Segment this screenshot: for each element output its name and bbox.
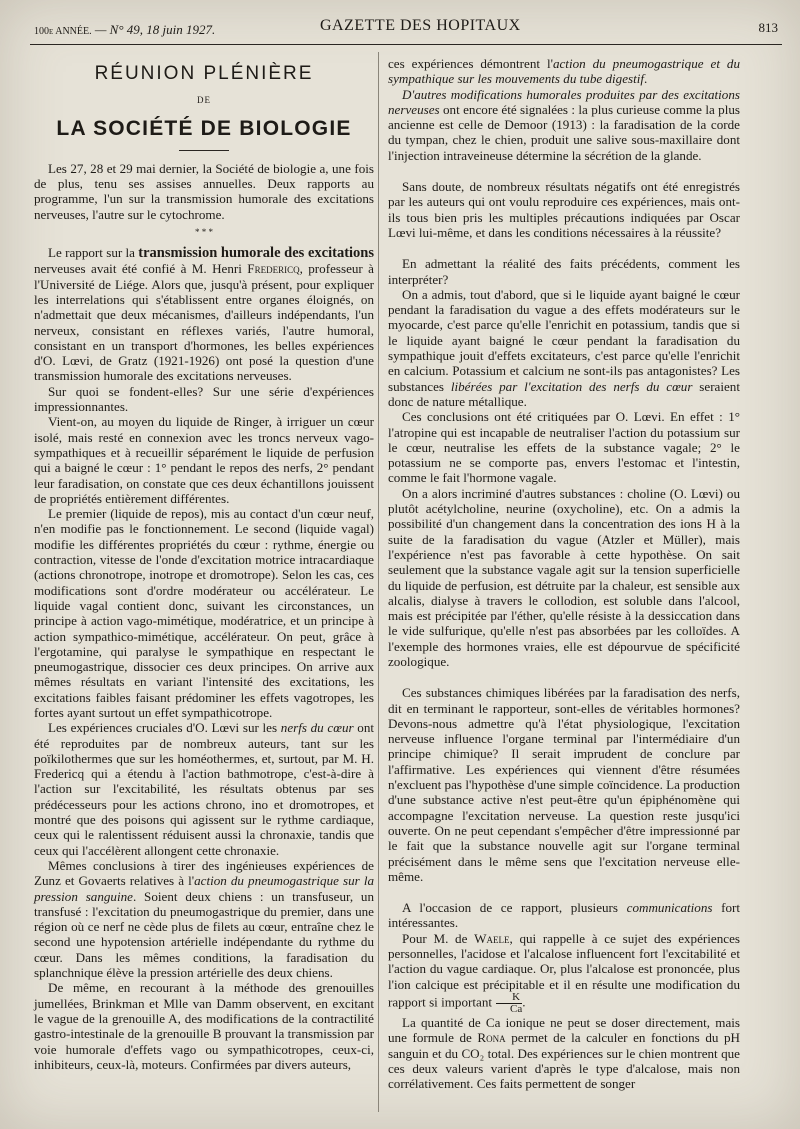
- italic-run: nerfs du cœur: [280, 720, 354, 736]
- title-rule: [179, 150, 229, 151]
- article-title-line1: RÉUNION PLÉNIÈRE: [94, 63, 314, 84]
- article-title-line3: LA SOCIÉTÉ DE BIOLOGIE: [56, 116, 352, 140]
- page-number: 813: [758, 20, 778, 35]
- ratio-fraction: [496, 992, 522, 1015]
- paragraph: On a alors incriminé d'autres substances : choline (O. Lœvi) ou plutôt acétylcholine, neurine (oxycholine), etc. On a admis la possibilité d'un changement dans la concentration des ions H à la suite de la faradisation du vague (Atzler et Müller), mais l'expérience n'est pas favorable à cette hypothèse. On sait seulement que la substance vagale agit sur la tension superficielle du liquide de perfusion, est détruite par la chaleur, est sensible aux alcalis, dialyse à travers le collodion, est soluble dans l'alcool, mais est précipitée par l'éther, qu'elle résiste à la dessiccation dans le vide sulfurique, qu'elle n'est pas absorbées par les colloïdes. A l'exemple des hormones vraies, elle est dépourvue de spécificité zoologique.: [388, 485, 740, 669]
- author-name: Rona: [477, 1030, 506, 1046]
- text-run: nerveuses avait été confié à M. Henri: [34, 261, 248, 277]
- italic-run: communications: [626, 900, 713, 916]
- article-title-line2: DE: [197, 95, 211, 106]
- journal-name: GAZETTE DES HOPITAUX: [320, 17, 521, 34]
- paragraph: Ces substances chimiques libérées par la faradisation des nerfs, dit en terminant le rapporteur, sont-elles de véritables hormones? Devons-nous admettre qu'à l'état physiologique, l'excitation nerveuse influence l'organe terminal par l'intermédiaire d'un principe chimique? Il serait imprudent de conclure par l'affirmative. Les expériences qui viennent d'être résumées n'excluent pas l'hypothèse d'une simple coïncidence. La production d'une substance active n'est peut-être qu'un épiphénomène qui accompagne l'excitation nerveuse. La question reste jusqu'ici ouverte. On ne peut cependant s'empêcher d'être impressionné par le fait que la substance nouvelle agit sur l'organe terminal précisément dans le même sens que l'excitation nerveuse elle-même.: [388, 685, 740, 884]
- paragraph: [388, 87, 740, 163]
- text-run: seraient donc de nature métallique.: [388, 378, 740, 409]
- paragraph: Sur quoi se fondent-elles? Sur une série d'expériences impressionnantes.: [34, 383, 374, 415]
- issue-info: [34, 22, 215, 39]
- paragraph: En admettant la réalité des faits précédents, comment les interpréter?: [388, 256, 740, 287]
- text-run: Les expériences cruciales d'O. Lœvi sur les: [48, 720, 281, 736]
- author-name: Fredericq: [247, 261, 300, 277]
- paragraph: [388, 287, 740, 409]
- author-name: Waele: [474, 930, 510, 946]
- left-column: [34, 56, 374, 1072]
- paragraph: Ces conclusions ont été critiquées par O. Lœvi. En effet : 1° l'atropine qui est incapable de neutraliser l'action du potassium sur le cœur, neutralise les effets de la substance vagale; 2° le potassium ne se comporte pas, envers l'estomac et l'intestin, comme le fait l'hormone vagale.: [388, 409, 740, 486]
- text-run: Le rapport sur la: [48, 245, 139, 261]
- text-run: On a admis, tout d'abord, que si le liquide ayant baigné le cœur pendant la faradisation du vague a des effets modérateurs sur le myocarde, c'est parce qu'elle l'enrichit en potassium, tandis que si le liquide ayant baigné le cœur pendant la faradisation du sympathique jouit d'effets excitateurs, c'est parce qu'elle l'enrichit en calcium. Potassium et calcium ne sont-ils pas antagonistes? Les substances: [388, 286, 740, 394]
- text-run: .: [644, 71, 648, 87]
- paragraph: [388, 56, 740, 87]
- paragraph: Vient-on, au moyen du liquide de Ringer, à irriguer un cœur isolé, mais resté en connexion avec les troncs nerveux vago-sympathiques et à recueillir séparément le liquide de perfusion qui a baigné le cœur : 1° pendant le repos des nerfs, 2° pendant leur faradisation, on constate que ces deux échantillons jouissent de propriétés entièrement différentes.: [34, 414, 374, 506]
- text-run: , professeur à l'Université de Liége. Alors que, jusqu'à présent, pour expliquer les interrelations qui s'établissent entre organes éloignés, on n'admettait que deux mécanismes, d'ailleurs indépendants, l'un nerveux, consistant en réflexes variés, l'autre humoral, consistant en un transport d'hormones, les belles expériences d'O. Lœvi, de Gratz (1921-1926) ont posé la question d'une transmission humorale des excitations nerveuses.: [34, 261, 374, 384]
- paragraph: [34, 720, 374, 858]
- italic-run: action du pneumogastrique et du sympathique sur les mouvements du tube digestif: [388, 56, 740, 87]
- text-run: ont encore été signalées : la plus curieuse comme la plus ancienne est celle de Demoor (1913) : la faradisation de la corde du tympan, chez le chien, produit une salive sous-maxillaire dont l'injection intraveineuse détermine la sécrétion de la glande.: [388, 101, 740, 163]
- paragraph: [388, 931, 740, 1015]
- paragraph: [388, 900, 740, 931]
- edition-label: 100e ANNÉE.: [34, 26, 92, 37]
- text-run: . Soient deux chiens : un transfuseur, un transfusé : l'excitation du pneumogastrique du premier, dans une région où ce nerf ne cède plus de filets au cœur, entraîne chez le second une hypotension artérielle indépendante du rythme du cœur. Dans les mêmes conditions, la faradisation du splanchnique élève la pression artérielle des deux chiens.: [34, 888, 374, 981]
- column-divider: [378, 52, 379, 1112]
- text-run: .: [522, 994, 526, 1010]
- text-run: ces expériences démontrent l': [388, 56, 553, 71]
- italic-run: libérées par l'excitation des nerfs du cœur: [450, 378, 693, 394]
- paragraph: Sans doute, de nombreux résultats négatifs ont été enregistrés par les auteurs qui ont voulu reproduire ces expériences, mais ont-ils tous bien pris les multiples précautions indiquées par Oscar Lœvi lui-même, et dans les conditions nécessaires à la réussite?: [388, 179, 740, 240]
- text-run: Mêmes conclusions à tirer des ingénieuses expériences de Zunz et Govaerts relatives à l': [34, 857, 374, 889]
- paragraph: [388, 1015, 740, 1091]
- paragraph: [34, 858, 374, 980]
- text-run: , qui rappelle à ce sujet des expériences personnelles, l'acidose et l'alcalose influencent fort l'excitabilité et l'action du vague cardiaque. Or, plus l'alcalose est prononcée, plus l'ion calcique est précipitable et il en résulte une modification du rapport si important: [388, 930, 740, 1010]
- right-column: [388, 56, 740, 1091]
- italic-run: D'autres modifications humorales produites par des excitations nerveuses: [388, 86, 740, 117]
- keyword-bold: transmission humorale des excitations: [138, 245, 375, 262]
- paragraph: Le premier (liquide de repos), mis au contact d'un cœur neuf, n'en modifie pas le fonctionnement. Le second (liquide vagal) modifie les différentes propriétés du cœur : rythme, énergie ou contraction, vitesse de l'onde d'excitation motrice intracardiaque (actions chronotrope, inotrope et dromotrope). Selon les cas, ces modifications sont d'ordre modérateur ou accélérateur. Le liquide vagal contient donc, suivant les circonstances, un principe à action vago-mimétique, modératrice, et un principe à action sympathico-mimétique, accélérateur. On peut, grâce à l'ergotamine, qui paralyse le sympathique en respectant le pneumogastrique, dissocier ces deux principes. On arrive aux mêmes résultats en variant l'intensité des excitations, les excitations faibles faisant prédominer les effets vagotropes, les fortes ayant surtout un effet sympathicotrope.: [34, 506, 374, 720]
- paragraph: De même, en recourant à la méthode des grenouilles jumellées, Brinkman et Mlle van Damm observent, en excitant le vague de la grenouille A, des modifications de la contractilité gastro-intestinale de la grenouille B prouvant la transmission par voie humorale d'effets vago ou sympathicotropes, ceux-ci, inhibiteurs, ceux-là, moteurs. Confirmées par divers auteurs,: [34, 980, 374, 1072]
- section-separator: * * *: [195, 227, 213, 238]
- text-run: ont été reproduites par de nombreux auteurs, tant sur les poïkilothermes que sur les homéothermes, et, surtout, par M. H. Fredericq qui a étendu à l'action bathmotrope, c'est-à-dire à l'action sur l'excitabilité, les résultats obtenus par ses prédécesseurs pour les actions chrono, ino et dromotropes, et montré que des poisons qui agissent sur le rythme cardiaque, ceux qui le ralentissent réduisent aussi la chronaxie, tandis que ceux qui l'accélèrent allongent cette chronaxie.: [34, 720, 374, 858]
- paragraph: [34, 245, 374, 384]
- text-run: Pour M. de: [402, 930, 475, 946]
- italic-run: action du pneumogastrique sur la pression sanguine: [34, 873, 374, 904]
- text-run: fort intéressantes.: [388, 900, 740, 931]
- text-run: La quantité de Ca ionique ne peut se doser directement, mais une formule de: [388, 1014, 740, 1046]
- paragraph: Les 27, 28 et 29 mai dernier, la Société de biologie a, une fois de plus, tenu ses assises annuelles. Deux rapports au programme, l'un sur la transmission humorale des excitations nerveuses, l'autre sur le cytochrome.: [34, 160, 374, 222]
- issue-number-date: — N° 49, 18 juin 1927.: [94, 22, 216, 37]
- page-header: [30, 8, 782, 45]
- fraction-numerator: K: [496, 992, 522, 1004]
- text-run: permet de la calculer en fonctions du pH sanguin et du CO₂ total. Des expériences sur le chien montrent que ces deux valeurs varient d'après le type d'alcalose, mais non corrélativement. Ces faits permettent de songer: [388, 1030, 740, 1092]
- fraction-denominator: Ca: [510, 1002, 523, 1015]
- text-run: A l'occasion de ce rapport, plusieurs: [402, 900, 627, 916]
